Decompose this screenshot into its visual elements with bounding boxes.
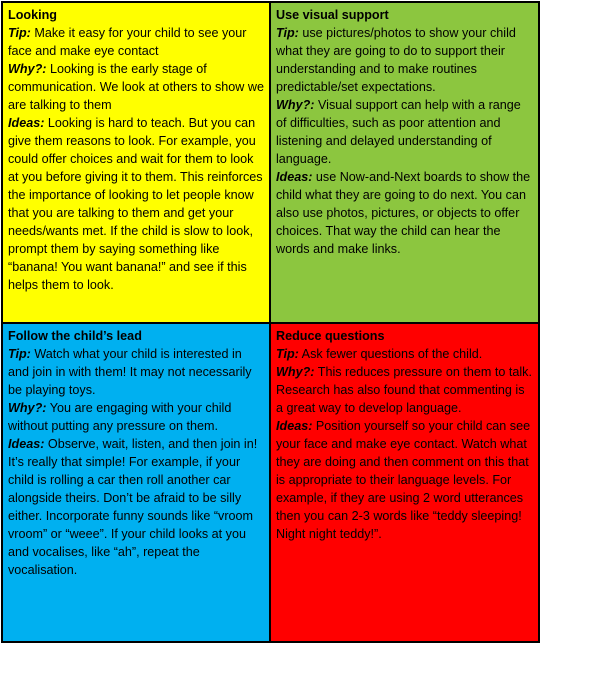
reduce-questions-cell	[271, 324, 538, 641]
ideas-text: Looking is hard to teach. But you can give them reasons to look. For example, you could offer choices and wait for them to look at you before giving it to them. This reinforces the importance of looking to let people know that you are talking to them and get your needs/wants met. If the child is slow to look, prompt them by saying something like “banana! You want banana!” and see if this helps them to look.	[8, 116, 263, 292]
ideas-text: use Now-and-Next boards to show the child what they are going to do next. You can also use photos, pictures, or objects to offer choices. That way the child can hear the words and make links.	[276, 170, 531, 256]
follow-lead-cell	[3, 324, 271, 641]
why-label: Why?:	[8, 62, 47, 76]
ideas-paragraph	[8, 114, 264, 294]
why-paragraph	[8, 60, 264, 114]
ideas-text: Position yourself so your child can see your face and make eye contact. Watch what they are doing and then comment on this that is appropriate to their language levels. For example, if they are using 2 word utterances then you can 2-3 words like “teddy sleeping! Night night teddy!”.	[276, 419, 531, 541]
ideas-text: Observe, wait, listen, and then join in! It’s really that simple! For example, if your child is rolling a car then roll another car alongside theirs. Don’t be afraid to be silly either. Incorporate funny sounds like “vroom vroom” or “weee”. If your child looks at you and vocalises, like “ah”, repeat the vocalisation.	[8, 437, 258, 577]
tip-paragraph	[276, 24, 533, 96]
why-label: Why?:	[8, 401, 47, 415]
ideas-paragraph	[276, 417, 533, 543]
ideas-paragraph	[8, 435, 264, 579]
why-text: Looking is the early stage of communication. We look at others to show we are talking to them	[8, 62, 264, 112]
why-label: Why?:	[276, 365, 315, 379]
tip-label: Tip:	[8, 347, 31, 361]
why-paragraph	[8, 399, 264, 435]
tip-text: Make it easy for your child to see your face and make eye contact	[8, 26, 247, 58]
ideas-label: Ideas:	[276, 419, 313, 433]
ideas-label: Ideas:	[276, 170, 313, 184]
why-label: Why?:	[276, 98, 315, 112]
ideas-label: Ideas:	[8, 116, 45, 130]
looking-cell	[3, 3, 271, 324]
tip-paragraph	[8, 345, 264, 399]
tip-text: Ask fewer questions of the child.	[298, 347, 483, 361]
tip-text: Watch what your child is interested in and join in with them! It may not necessarily be playing toys.	[8, 347, 252, 397]
why-paragraph	[276, 363, 533, 417]
tip-label: Tip:	[276, 26, 299, 40]
ideas-label: Ideas:	[8, 437, 45, 451]
cell-title: Use visual support	[276, 8, 389, 22]
why-text: You are engaging with your child without putting any pressure on them.	[8, 401, 232, 433]
tip-text: use pictures/photos to show your child what they are going to do to support their understanding and to make routines predictable/set expectations.	[276, 26, 516, 94]
tip-paragraph	[276, 345, 533, 363]
cell-title: Follow the child’s lead	[8, 329, 142, 343]
tip-label: Tip:	[276, 347, 299, 361]
why-text: This reduces pressure on them to talk. Research has also found that commenting is a great way to develop language.	[276, 365, 532, 415]
tip-paragraph	[8, 24, 264, 60]
visual-support-cell	[271, 3, 538, 324]
tip-label: Tip:	[8, 26, 31, 40]
why-paragraph	[276, 96, 533, 168]
ideas-paragraph	[276, 168, 533, 258]
cell-title: Reduce questions	[276, 329, 385, 343]
cell-title: Looking	[8, 8, 57, 22]
why-text: Visual support can help with a range of difficulties, such as poor attention and listening and delayed understanding of language.	[276, 98, 521, 166]
strategy-grid	[1, 1, 540, 643]
